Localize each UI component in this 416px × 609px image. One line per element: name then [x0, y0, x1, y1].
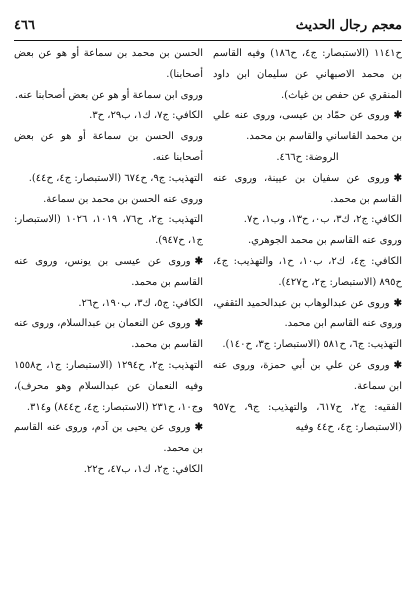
- text-paragraph: [14, 252, 203, 294]
- paragraph-text: الحسن بن محمد بن سماعة أو هو عن بعض أصحابنا).: [14, 48, 203, 80]
- text-paragraph: [14, 169, 203, 190]
- text-paragraph: [14, 356, 203, 418]
- text-paragraph: [14, 190, 203, 211]
- paragraph-text: التهذيب: ج٦، ح٥٨١ (الاستبصار: ج٣، ح١٤٠).: [222, 339, 402, 351]
- text-paragraph: [14, 314, 203, 356]
- text-paragraph: [213, 356, 402, 398]
- asterisk-bullet-icon: ✱: [393, 110, 402, 122]
- text-paragraph: [213, 148, 402, 169]
- paragraph-text: التهذيب: ج٢، ح١٢٩٤ (الاستبصار: ج١، ح١٥٥٨ وفيه النعمان عن عبدالسلام وهو محرف)، وج١٠، ح٢٣١ (الاستبصار: ج٤، ح٨٤٤) و٣١٤.: [14, 359, 203, 413]
- paragraph-text: الكافي: ج٥، ك٣، ب١٩٠، ح٢٦.: [78, 297, 203, 309]
- text-paragraph: [213, 169, 402, 211]
- asterisk-bullet-icon: ✱: [393, 297, 402, 309]
- text-paragraph: [213, 335, 402, 356]
- asterisk-bullet-icon: ✱: [393, 172, 402, 184]
- text-paragraph: [14, 210, 203, 252]
- paragraph-text: وروى الحسن بن سماعة أو هو عن بعض أصحابنا عنه.: [14, 131, 203, 163]
- text-paragraph: [14, 86, 203, 107]
- paragraph-text: وروى عن يحيى بن آدم، وروى عنه القاسم بن محمد.: [14, 422, 203, 455]
- text-paragraph: [14, 294, 203, 315]
- paragraph-text: وروى عن عيسى بن يونس، وروى عنه القاسم بن محمد.: [14, 255, 203, 288]
- paragraph-text: الكافي: ج٢، ك١، ب٤٧، ح٢٢.: [83, 463, 203, 475]
- text-columns: [14, 44, 402, 603]
- paragraph-text: وروى عنه القاسم بن محمد الجوهري.: [248, 235, 402, 247]
- text-paragraph: [14, 44, 203, 86]
- text-paragraph: [14, 127, 203, 169]
- text-paragraph: [213, 210, 402, 231]
- asterisk-bullet-icon: ✱: [194, 255, 203, 267]
- paragraph-text: وروى عن سفيان بن عيينة، وروى عنه القاسم بن محمد.: [213, 172, 402, 205]
- paragraph-text: الكافي: ج٤، ك٢، ب١٠، ح١، والتهذيب: ج٤، ح٨٩٥ (الاستبصار: ج٢، ح٤٢٧).: [213, 255, 402, 288]
- paragraph-text: وروى عن علي بن أبي حمزة، وروى عنه ابن سماعة.: [213, 359, 402, 392]
- right-column: [213, 44, 402, 603]
- text-paragraph: [213, 231, 402, 252]
- paragraph-text: الكافي: ج٧، ك١، ب٢٩، ح٣.: [89, 110, 203, 122]
- paragraph-text: الكافي: ج٢، ك٣، ب٠، ح١٣، وب١، ح٧.: [243, 214, 402, 226]
- text-paragraph: [213, 398, 402, 440]
- paragraph-text: ح١١٤١ (الاستبصار: ج٤، ح١٨٦) وفيه القاسم بن محمد الاصبهاني عن سليمان ابن داود المنقري عن حفص بن غياث).: [213, 48, 402, 101]
- text-paragraph: [213, 44, 402, 106]
- text-paragraph: [14, 106, 203, 127]
- text-paragraph: [213, 294, 402, 336]
- asterisk-bullet-icon: ✱: [393, 359, 402, 371]
- paragraph-text: وروى ابن سماعة أو هو عن بعض أصحابنا عنه.: [14, 89, 203, 101]
- paragraph-text: وروى عن حمّاد بن عيسى، وروى عنه علي بن محمد القاساني والقاسم بن محمد.: [213, 110, 402, 143]
- text-paragraph: [14, 418, 203, 460]
- text-paragraph: [213, 252, 402, 294]
- text-paragraph: [213, 106, 402, 148]
- asterisk-bullet-icon: ✱: [194, 422, 203, 434]
- paragraph-text: وروى عن النعمان بن عبدالسلام، وروى عنه القاسم بن محمد.: [14, 318, 203, 351]
- paragraph-text: وروى عن عبدالوهاب بن عبدالحميد الثقفي، وروى عنه القاسم ابن محمد.: [213, 297, 402, 330]
- asterisk-bullet-icon: ✱: [194, 318, 203, 330]
- left-column: [14, 44, 203, 603]
- book-title: معجم رجال الحديث: [295, 18, 402, 33]
- paragraph-text: الفقيه: ج٢، ح٦١٧، والتهذيب: ج٩، ح٩٥٧ (الاستبصار: ج٤، ح٤٤ وفيه: [213, 401, 402, 434]
- page-number: ٤٦٦: [14, 18, 35, 33]
- paragraph-text: الروضة: ح٤٦٦.: [276, 151, 339, 163]
- paragraph-text: التهذيب: ج٩، ح٦٧٤ (الاستبصار: ج٤، ح٤٤).: [28, 172, 203, 184]
- page-header: [14, 14, 402, 41]
- text-paragraph: [14, 460, 203, 481]
- paragraph-text: وروى عنه الحسن بن محمد بن سماعة.: [43, 193, 203, 205]
- paragraph-text: التهذيب: ج٢، ح٧٦، ١٠١٩، ١٠٢٦ (الاستبصار: ج١، ح٩٤٧).: [14, 214, 203, 247]
